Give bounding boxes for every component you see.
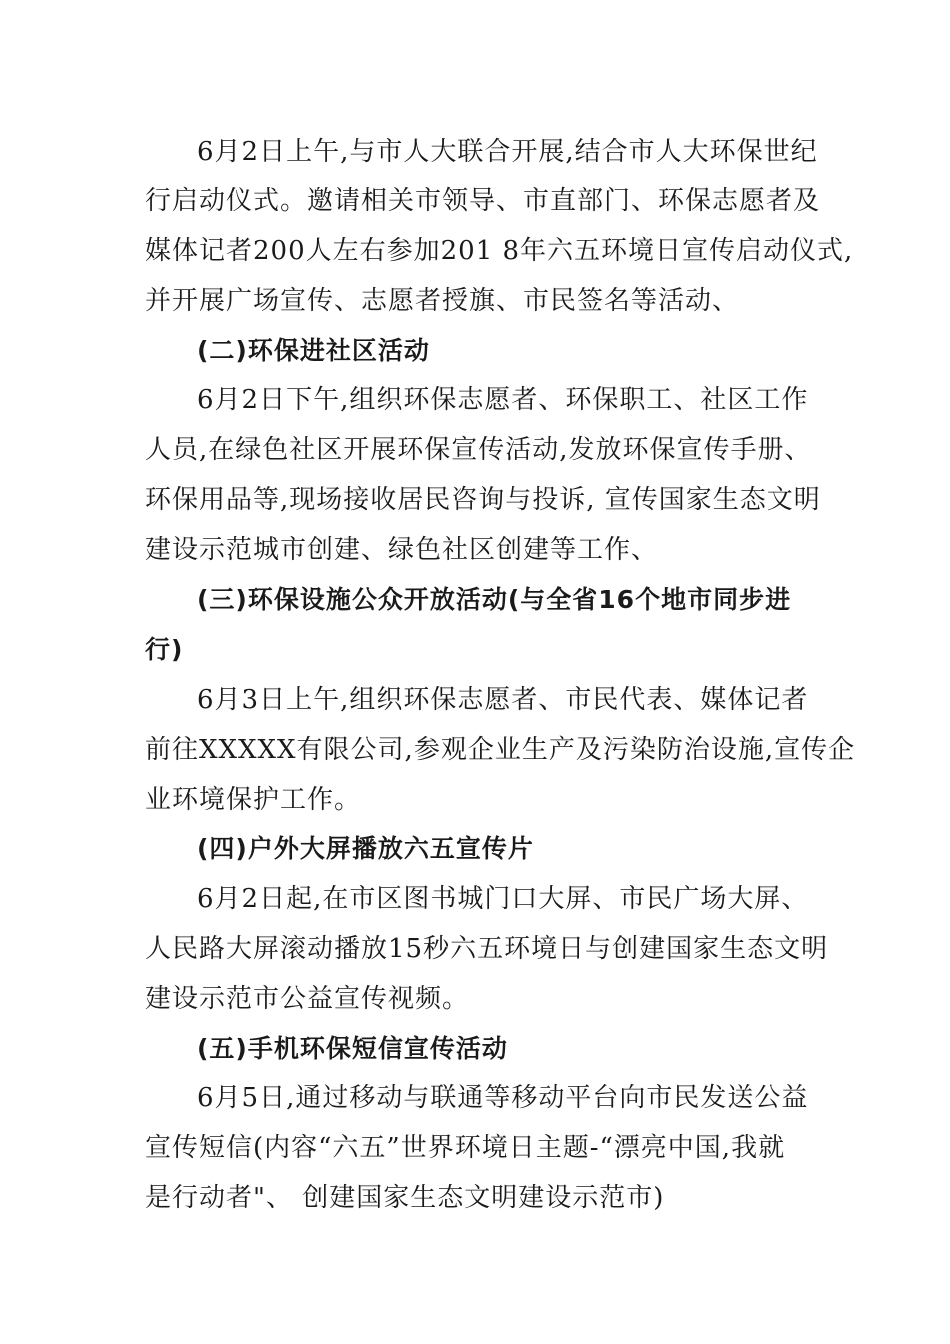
heading-2: (二)环保进社区活动: [197, 336, 430, 365]
heading-3-line-2: 行): [145, 635, 184, 664]
paragraph-2-line-4: 建设示范城市创建、绿色社区创建等工作、: [145, 535, 659, 565]
paragraph-1-line-4: 并开展广场宣传、志愿者授旗、市民签名等活动、: [145, 286, 740, 316]
paragraph-2-line-2: 人员,在绿色社区开展环保宣传活动,发放环保宣传手册、: [145, 435, 812, 465]
paragraph-4-line-2: 人民路大屏滚动播放15秒六五环境日与创建国家生态文明: [145, 934, 829, 964]
paragraph-2-line-3: 环保用品等,现场接收居民咨询与投诉, 宣传国家生态文明: [145, 485, 821, 515]
paragraph-1-line-3: 媒体记者200人左右参加201 8年六五环境日宣传启动仪式,: [145, 236, 854, 266]
paragraph-3-line-3: 业环境保护工作。: [145, 785, 362, 815]
paragraph-4-line-1: 6月2日起,在市区图书城门口大屏、市民广场大屏、: [197, 884, 809, 914]
paragraph-3-line-2: 前往XXXXX有限公司,参观企业生产及污染防治设施,宣传企: [145, 735, 856, 765]
paragraph-2-line-1: 6月2日下午,组织环保志愿者、环保职工、社区工作: [197, 385, 809, 415]
paragraph-5-line-3: 是行动者"、 创建国家生态文明建设示范市): [145, 1183, 665, 1213]
paragraph-1-line-2: 行启动仪式。邀请相关市领导、市直部门、环保志愿者及: [145, 186, 821, 216]
paragraph-3-line-1: 6月3日上午,组织环保志愿者、市民代表、媒体记者: [197, 685, 809, 715]
paragraph-5-line-2: 宣传短信(内容“六五”世界环境日主题-“漂亮中国,我就: [145, 1133, 786, 1163]
paragraph-4-line-3: 建设示范市公益宣传视频。: [145, 984, 470, 1014]
heading-5: (五)手机环保短信宣传活动: [197, 1034, 508, 1063]
paragraph-1-line-1: 6月2日上午,与市人大联合开展,结合市人大环保世纪: [197, 137, 818, 167]
paragraph-5-line-1: 6月5日,通过移动与联通等移动平台向市民发送公益: [197, 1083, 809, 1113]
heading-4: (四)户外大屏播放六五宣传片: [197, 834, 534, 863]
heading-3-line-1: (三)环保设施公众开放活动(与全省16个地市同步进: [197, 585, 792, 614]
